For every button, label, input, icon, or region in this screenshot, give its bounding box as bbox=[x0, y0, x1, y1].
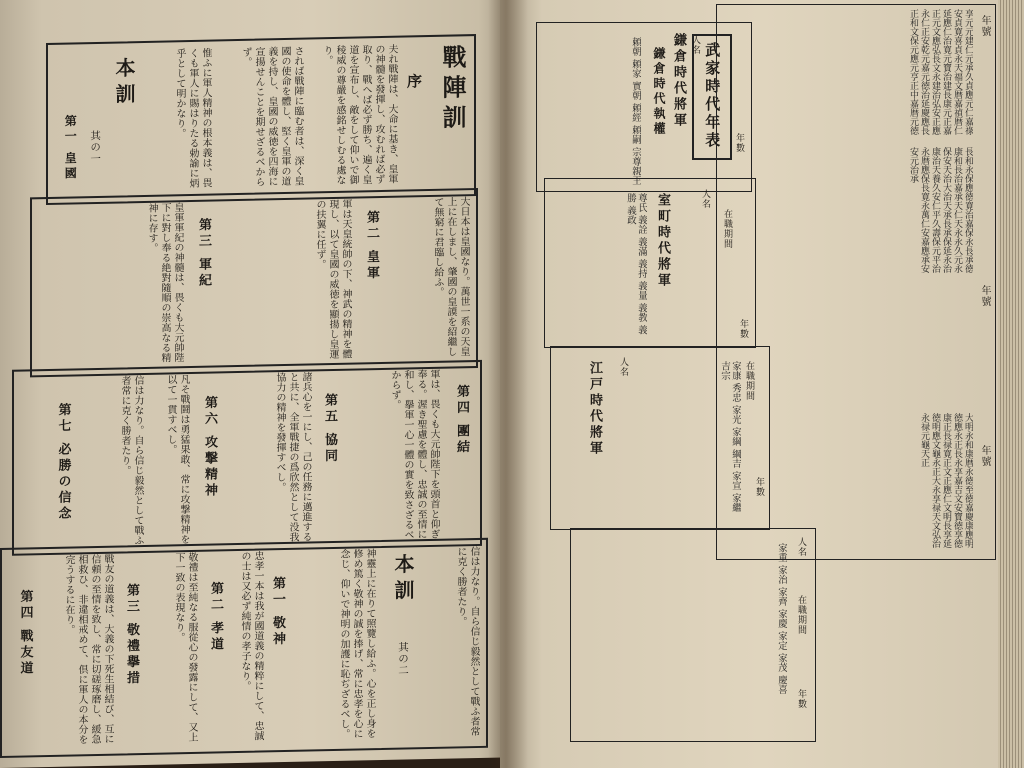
honkun-1-sub: 其の一 bbox=[89, 129, 102, 165]
section-2-3-body: 敬禮は至純なる服從心の發露にして、又上下一致の表現なり。 bbox=[173, 551, 197, 743]
muromachi-name: 義滿 bbox=[636, 237, 647, 257]
kamakura-col-name: 人名 bbox=[690, 35, 700, 55]
era-names-top: 享元元建仁元承久貞應元仁嘉祿安貞寛喜貞永天福文暦嘉禎暦仁延應仁治寛元寶治建長康元正嘉正元文應弘長文永建治弘安正應永仁正安乾元嘉元徳治延慶應長正和文保元應元亨正中嘉暦元徳 bbox=[908, 9, 973, 135]
kamakura-name: 頼經 bbox=[630, 103, 641, 123]
edo-later-col-name: 人名 bbox=[796, 537, 806, 557]
section-6-body: 凡そ戰鬪は勇猛果敢、常に攻撃精神を以て一貫すべし。 bbox=[165, 374, 189, 545]
chronology-title: 武家時代年表 bbox=[703, 42, 722, 150]
edo-col-tenure: 在職期間 bbox=[744, 361, 754, 401]
preface-heading: 序 bbox=[405, 73, 423, 92]
preface-box bbox=[46, 34, 476, 205]
edo-name: 家治 bbox=[776, 565, 787, 585]
section-7-body-cont: 信は力なり。自ら信じ毅然として戰ふ者常に克く勝者たり。 bbox=[455, 545, 479, 737]
muromachi-name: 尊氏 bbox=[636, 193, 647, 212]
muromachi-title: 室町時代將軍 bbox=[655, 193, 670, 289]
edo-later-names bbox=[587, 543, 787, 729]
muromachi-name: 義勝 bbox=[625, 193, 647, 335]
muromachi-col-tenure: 在職期間 bbox=[722, 209, 732, 249]
section-2-1-body: 神靈上に在りて照覽し給ふ。心を正し身を修め篤く敬神の誠を捧げ、常に忠孝を心に念じ、仰いで神明の加護に恥ぢざるべし。 bbox=[338, 548, 375, 739]
muromachi-names bbox=[551, 193, 647, 343]
sections-4-7-box bbox=[12, 360, 482, 556]
edo-name: 秀忠 bbox=[730, 383, 741, 403]
kamakura-name: 實朝 bbox=[630, 81, 641, 101]
era-names-middle: 長和永保應徳寛治嘉保永長承徳康和長治嘉承天仁天永永久元永保安天治大治天承長承保延永治康治天養久安仁平久壽保元平治永暦應保長寛永萬仁安嘉應承安安元治承 bbox=[908, 147, 973, 273]
honkun-2-title: 本訓 bbox=[391, 553, 415, 606]
edo-name: 家宣 bbox=[730, 471, 741, 491]
preface-title: 戰陣訓 bbox=[438, 44, 467, 135]
section-6-title: 第六 攻撃精神 bbox=[202, 395, 217, 500]
era-grid bbox=[716, 4, 996, 560]
edo-name: 家光 bbox=[730, 405, 741, 425]
muromachi-name: 義教 bbox=[636, 303, 647, 323]
muromachi-col-years: 年數 bbox=[738, 319, 748, 339]
muromachi-col-name: 人名 bbox=[700, 189, 710, 209]
honkun-2-box bbox=[0, 538, 488, 758]
edo-later-table bbox=[570, 528, 816, 742]
section-2-4-title: 第四 戰友道 bbox=[17, 589, 33, 678]
preface-body-3: 惟ふに軍人精神の根本義は、畏くも軍人に賜はりたる勅諭に炳乎として明かなり。 bbox=[174, 47, 211, 189]
era-names-bottom: 大明永和康暦永徳至徳嘉慶康應明徳應永正長永享嘉吉文安寶徳享徳康正長禄寛正文正應仁文明長享延徳明應文龜永正大永享禄天文弘治永禄元龜天正 bbox=[919, 413, 973, 548]
preface-body-1: 夫れ戰陣は、大命に基き、皇軍の神髓を發揮し、攻むれば必ず取り、戰へば必ず勝ち、遍く皇道を宣布し、敵をして仰いで御稜威の尊嚴を感銘せしむる處なり。 bbox=[321, 43, 397, 186]
edo-name: 家康 bbox=[730, 361, 741, 380]
edo-name: 綱吉 bbox=[730, 449, 741, 469]
book-gutter bbox=[488, 0, 528, 768]
section-4-title: 第四 團結 bbox=[454, 384, 469, 457]
edo-name: 慶喜 bbox=[776, 675, 787, 695]
section-1-body: 大日本は皇國なり。萬世一系の天皇上に在しまし、肇國の皇謨を紹繼して無窮に君臨し給ふ。 bbox=[432, 196, 469, 357]
edo-name: 家繼 bbox=[730, 493, 741, 513]
edo-name: 家慶 bbox=[776, 609, 787, 629]
right-page bbox=[500, 0, 1024, 768]
kamakura-name: 宗尊親王 bbox=[630, 147, 641, 186]
section-7-body: 信は力なり。自ら信じ毅然として戰ふ者常に克く勝者たり。 bbox=[119, 375, 143, 546]
section-1-title: 第一 皇國 bbox=[63, 114, 78, 182]
edo-name: 家定 bbox=[776, 631, 787, 651]
muromachi-name: 義量 bbox=[636, 281, 647, 301]
section-2-2-body: 忠孝一本は我が國道義の精粹にして、忠誠の士は又必ず純情の孝子なり。 bbox=[239, 550, 263, 741]
section-2-title: 第二 皇軍 bbox=[364, 210, 379, 282]
kamakura-col-years: 年數 bbox=[734, 133, 744, 153]
edo-name: 家重 bbox=[776, 543, 787, 562]
edo-later-col-tenure: 在職期間 bbox=[796, 595, 806, 635]
page-edges bbox=[998, 0, 1024, 768]
edo-name: 家齊 bbox=[776, 587, 787, 607]
era-col-label-top: 年號 bbox=[979, 15, 990, 37]
kamakura-name: 頼朝 bbox=[630, 37, 641, 56]
section-5-body: 諸兵心を一にし、己の任務に邁進すると共に、全軍戰捷の爲欣然として没我協力の精神を發揮すべし。 bbox=[274, 371, 311, 542]
kamakura-name: 頼家 bbox=[630, 59, 641, 79]
section-5-title: 第五 協同 bbox=[322, 392, 337, 465]
edo-col-years: 年數 bbox=[754, 477, 764, 497]
era-col-label-bottom: 年號 bbox=[979, 445, 990, 467]
kamakura-shogun-title: 鎌倉時代將軍 bbox=[671, 33, 686, 129]
honkun-2-sub: 其の二 bbox=[397, 641, 409, 677]
section-2-2-title: 第二 孝道 bbox=[208, 581, 223, 654]
section-2-body: 軍は天皇統帥の下、神武の精神を體現し、以て皇國の威徳を顯揚し皇運の扶翼に任ず。 bbox=[314, 198, 351, 360]
section-2-4-body: 戰友の道義は、大義の下死生相結び、互に信頼の至情を致し、常に切磋琢磨し、緩急相救ひ、非違相戒めて、倶に軍人の本分を完うするに在り。 bbox=[63, 553, 113, 745]
edo-name: 家綱 bbox=[730, 427, 741, 447]
section-3-body: 皇軍軍紀の神髓は、畏くも大元帥陛下に對し奉る絶對隨順の崇高なる精神に存す。 bbox=[146, 202, 183, 363]
section-2-3-title: 第三 敬禮擧措 bbox=[124, 583, 139, 687]
edo-name: 吉宗 bbox=[719, 361, 730, 380]
era-col-label-middle: 年號 bbox=[979, 285, 990, 307]
section-3-title: 第三 軍紀 bbox=[196, 217, 211, 290]
muromachi-name: 義詮 bbox=[636, 215, 647, 235]
kamakura-names bbox=[551, 37, 641, 187]
kamakura-shikken-title: 鎌倉時代執權 bbox=[652, 47, 666, 137]
edo-col-name: 人名 bbox=[618, 357, 628, 377]
section-2-1-title: 第一 敬神 bbox=[270, 576, 285, 648]
section-7-title: 第七 必勝の信念 bbox=[55, 402, 71, 523]
edo-name: 家茂 bbox=[776, 653, 787, 673]
muromachi-name: 義政 bbox=[625, 205, 636, 225]
edo-later-col-years: 年數 bbox=[796, 689, 806, 709]
sections-2-3-box bbox=[30, 188, 478, 377]
edo-title: 江戸時代將軍 bbox=[587, 361, 602, 457]
muromachi-name: 義持 bbox=[636, 259, 647, 279]
honkun-1-title: 本訓 bbox=[112, 57, 136, 110]
preface-body-2: されば戰陣に臨む者は、深く皇國の使命を體し、堅く皇軍の道義を持し、皇國の威徳を四海に宣揚せんことを期せざるべからず。 bbox=[240, 45, 303, 187]
section-4-body: 軍は、畏くも大元帥陛下を頭首と仰ぎ奉る。渥き聖慮を體し、忠誠の至情に和し、擧軍一心一體の實を致さざるべからず。 bbox=[389, 368, 439, 540]
kamakura-name: 頼嗣 bbox=[630, 125, 641, 145]
